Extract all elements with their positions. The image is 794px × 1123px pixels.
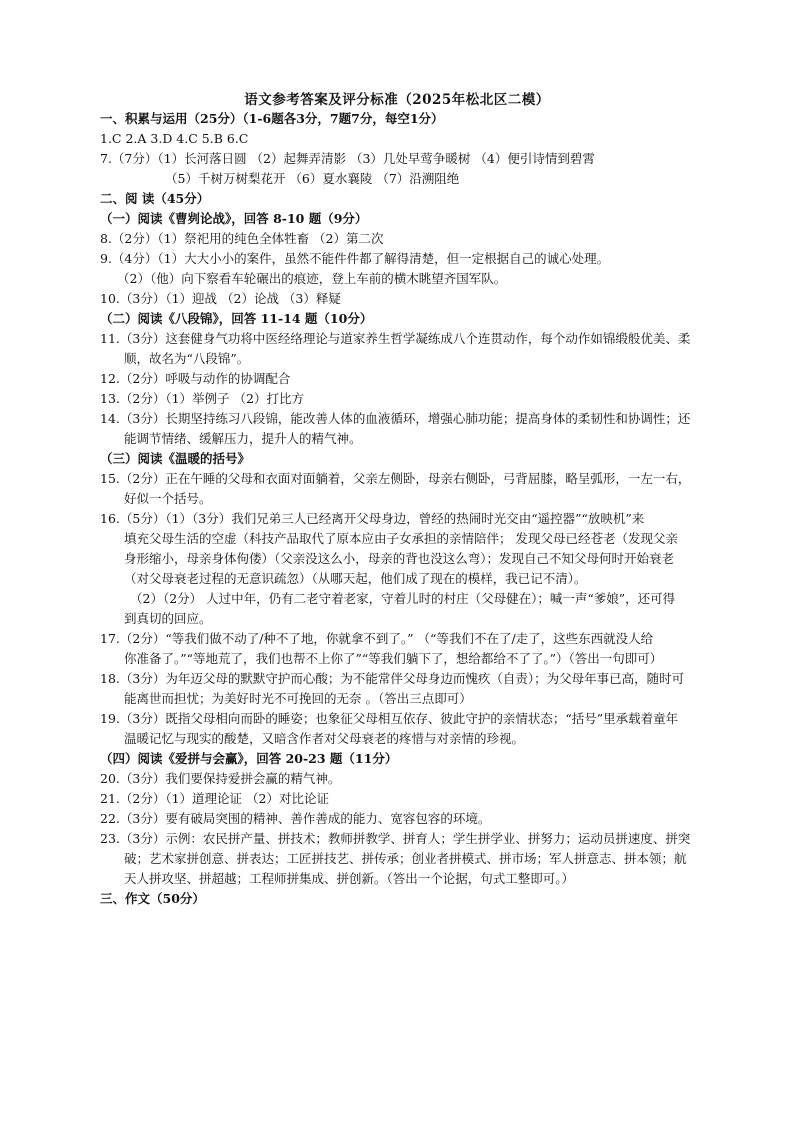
section-heading-2: 二、阅 读（45分） — [100, 191, 210, 206]
answer-line: 14.（3分）长期坚持练习八段锦，能改善人体的血液循环，增强心肺功能；提高身体的柔韧性和协调性；还 — [100, 411, 691, 426]
answer-line: （5）千树万树梨花开 （6）夏水襄陵 （7）沿溯阻绝 — [165, 171, 460, 186]
answer-line: 好似一个括号。 — [124, 491, 212, 506]
answer-line: 15.（2分）正在午睡的父母和衣面对面躺着，父亲左侧卧，母亲右侧卧，弓背屈膝，略呈弧形，一左一右， — [100, 471, 691, 486]
answer-line: （2）（2分） 人过中年，仍有二老守着老家，守着儿时的村庄（父母健在）；喊一声“爹娘”，还可得 — [130, 591, 676, 606]
answer-line: 16.（5分）（1）（3分）我们兄弟三人已经离开父母身边，曾经的热闹时光交由“遥控器”“放映机”来 — [100, 511, 645, 526]
answer-line: 8.（2分）（1）祭祀用的纯色全体牲畜 （2）第二次 — [100, 231, 384, 246]
answer-line: 1.C 2.A 3.D 4.C 5.B 6.C — [100, 131, 249, 146]
answer-line: 18.（3分）为年迈父母的默默守护而心酸；为不能常伴父母身边而愧疚（自责）；为父母年事已高，随时可 — [100, 671, 685, 686]
answer-line: 12.（2分）呼吸与动作的协调配合 — [100, 371, 291, 386]
subsection-heading: （一）阅读《曹刿论战》，回答 8-10 题（9分） — [100, 211, 368, 226]
subsection-heading: （三）阅读《温暖的括号》 — [100, 451, 251, 466]
answer-line: 23.（3分）示例：农民拼产量、拼技术；教师拼教学、拼育人；学生拼学业、拼努力；运动员拼速度、拼突 — [100, 831, 691, 846]
answer-line: 身形缩小，母亲身体佝偻）（父亲没这么小，母亲的背也没这么弯）；发现自己不知父母何时开始衰老 — [124, 551, 675, 566]
answer-line: （2）（他）向下察看车轮碾出的痕迹，登上车前的横木眺望齐国军队。 — [117, 271, 507, 286]
answer-line: 10.（3分）（1）迎战 （2）论战 （3）释疑 — [100, 291, 341, 306]
answer-line: 顺，故名为“八段锦”。 — [124, 351, 250, 366]
subsection-heading: （四）阅读《爱拼与会赢》，回答 20-23 题（11分） — [100, 751, 398, 766]
answer-line: 填充父母生活的空虚（科技产品取代了原本应由子女承担的亲情陪伴； 发现父母已经苍老（发现父亲 — [124, 531, 678, 546]
subsection-heading: （二）阅读《八段锦》，回答 11-14 题（10分） — [100, 311, 373, 326]
answer-line: 13.（2分）（1）举例子 （2）打比方 — [100, 391, 304, 406]
answer-line: 20.（3分）我们要保持爱拼会赢的精气神。 — [100, 771, 341, 786]
answer-line: 温暖记忆与现实的酸楚，又暗含作者对父母衰老的疼惜与对亲情的珍视。 — [124, 731, 525, 746]
answer-line: 21.（2分）（1）道理论证 （2）对比论证 — [100, 791, 329, 806]
answer-line: 9.（4分）（1）大大小小的案件，虽然不能件件都了解得清楚，但一定根据自己的诚心处理。 — [100, 251, 610, 266]
answer-line: 7.（7分）（1）长河落日圆 （2）起舞弄清影 （3）几处早莺争暖树 （4）便引诗情到碧霄 — [100, 151, 595, 166]
page-title: 语文参考答案及评分标准（2025年松北区二模） — [244, 92, 550, 108]
answer-line: 天人拼攻坚、拼超越；工程师拼集成、拼创新。（答出一个论据，句式工整即可。） — [124, 871, 575, 886]
answer-line: 能离世而担忧；为美好时光不可挽回的无奈 。（答出三点即可） — [124, 691, 472, 706]
answer-line: 到真切的回应。 — [124, 611, 212, 626]
answer-line: 11.（3分）这套健身气功将中医经络理论与道家养生哲学凝练成八个连贯动作，每个动作如锦缎般优美、柔 — [100, 331, 691, 346]
answer-line: 破；艺术家拼创意、拼表达；工匠拼技艺、拼传承；创业者拼模式、拼市场；军人拼意志、拼本领；航 — [124, 851, 687, 866]
answer-line: 19.（3分）既指父母相向而卧的睡姿；也象征父母相互依存、彼此守护的亲情状态；“括号”里承载着童年 — [100, 711, 679, 726]
section-heading-1: 一、积累与运用（25分）（1-6题各3分，7题7分，每空1分） — [100, 111, 444, 126]
answer-line: 22.（3分）要有破局突围的精神、善作善成的能力、宽容包容的环境。 — [100, 811, 491, 826]
answer-line: 能调节情绪、缓解压力，提升人的精气神。 — [124, 431, 362, 446]
answer-line: 17.（2分）“等我们做不动了/种不了地，你就拿不到了。” （“等我们不在了/走了，这些东西就没人给 — [100, 631, 654, 646]
section-heading-3: 三、作文（50分） — [100, 891, 205, 906]
answer-line: （对父母衰老过程的无意识疏忽）（从哪天起，他们成了现在的模样，我已记不清）。 — [124, 571, 587, 586]
answer-line: 你准备了。”“等地荒了，我们也帮不上你了”“等我们躺下了，想给都给不了了。”）（答出一句即可） — [124, 651, 663, 666]
